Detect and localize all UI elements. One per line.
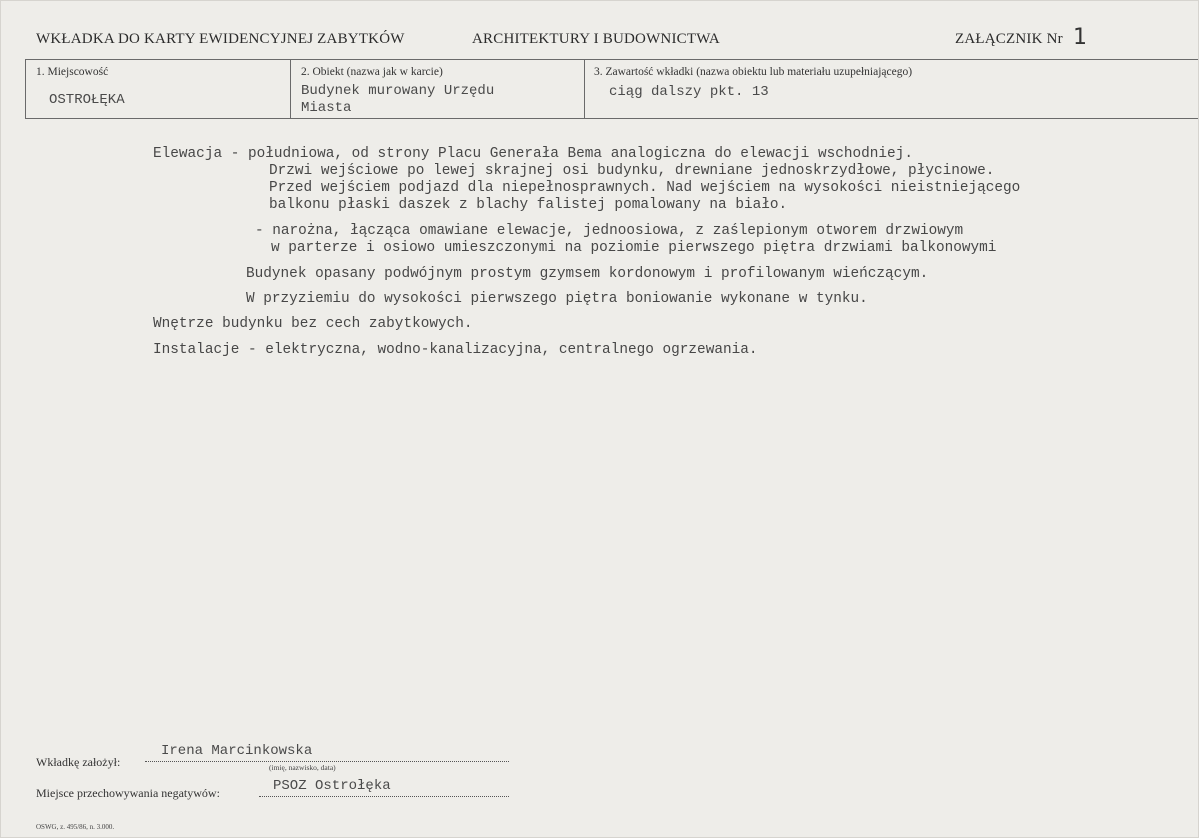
table-bottom-rule [25,118,1198,119]
body-line-7: Budynek opasany podwójnym prostym gzymsem kordonowym i profilowanym wieńczącym. [246,266,929,282]
attachment-number: 1 [1073,25,1087,50]
body-line-2: Drzwi wejściowe po lewej skrajnej osi budynku, drewniane jednoskrzydłowe, płycinowe. [269,163,995,179]
body-line-9: Wnętrze budynku bez cech zabytkowych. [153,316,473,332]
negatives-dotted-line [259,796,509,797]
table-divider-2 [584,59,585,119]
body-line-3: Przed wejściem podjazd dla niepełnosprawnych. Nad wejściem na wysokości nieistniejącego [269,180,1021,196]
field-object-value-line1: Budynek murowany Urzędu [301,83,495,99]
negatives-value: PSOZ Ostrołęka [273,778,391,794]
table-top-rule [25,59,1198,60]
body-line-6: w parterze i osiowo umieszczonymi na poziomie pierwszego piętra drzwiami balkonowymi [271,240,997,256]
header-attachment-label: ZAŁĄCZNIK Nr [955,31,1063,47]
table-left-border [25,59,26,119]
field-object-value-line2: Miasta [301,100,352,116]
field-content-label: 3. Zawartość wkładki (nazwa obiektu lub materiału uzupełniającego) [594,66,913,78]
body-line-10: Instalacje - elektryczna, wodno-kanalizacyjna, centralnego ogrzewania. [153,342,758,358]
field-locality-value: OSTROŁĘKA [49,92,125,108]
table-divider-1 [290,59,291,119]
header-title-left: WKŁADKA DO KARTY EWIDENCYJNEJ ZABYTKÓW [36,31,405,47]
negatives-label: Miejsce przechowywania negatywów: [36,786,220,800]
form-code: OSWG, z. 495/86, n. 3.000. [36,823,115,831]
author-hint: (imię, nazwisko, data) [269,763,336,772]
field-locality-label: 1. Miejscowość [36,66,109,78]
body-line-4: balkonu płaski daszek z blachy falistej pomalowany na biało. [269,197,788,213]
body-line-1: Elewacja - południowa, od strony Placu Generała Bema analogiczna do elewacji wschodniej. [153,146,913,162]
field-object-label: 2. Obiekt (nazwa jak w karcie) [301,66,443,78]
author-dotted-line [145,761,509,762]
body-line-8: W przyziemiu do wysokości pierwszego piętra boniowanie wykonane w tynku. [246,291,868,307]
body-line-5: - narożna, łącząca omawiane elewacje, jednoosiowa, z zaślepionym otworem drzwiowym [255,223,964,239]
author-label: Wkładkę założył: [36,755,121,769]
header-title-middle: ARCHITEKTURY I BUDOWNICTWA [472,31,720,47]
author-value: Irena Marcinkowska [161,743,313,759]
field-content-value: ciąg dalszy pkt. 13 [609,84,769,100]
